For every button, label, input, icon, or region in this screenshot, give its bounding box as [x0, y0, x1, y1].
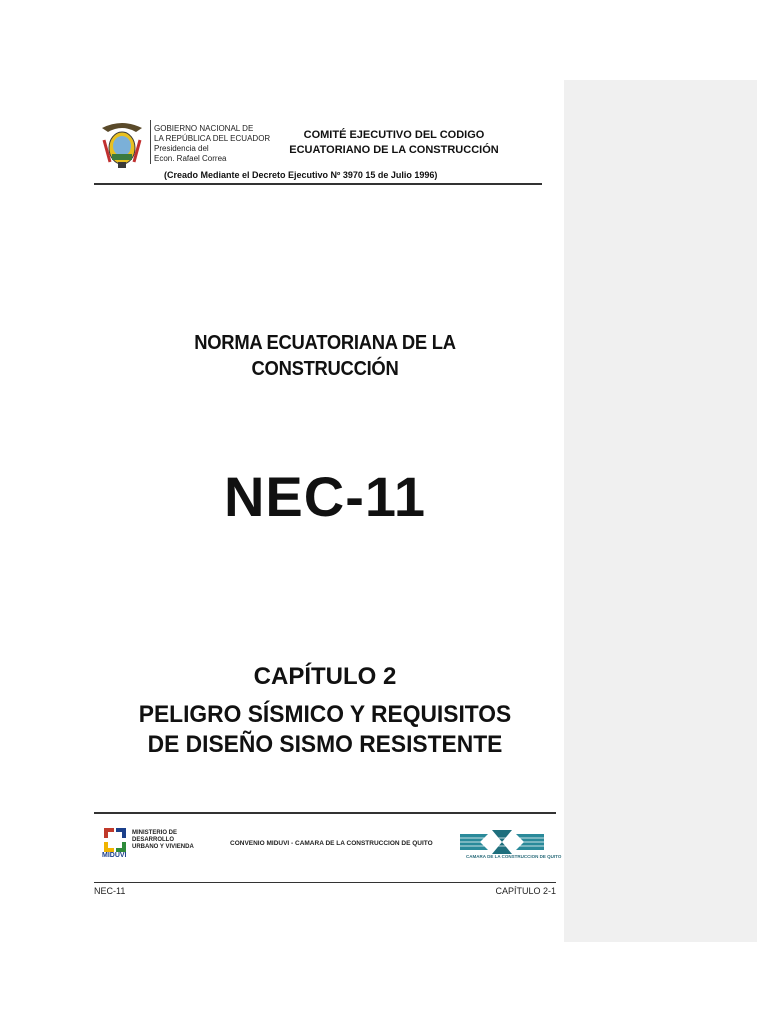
convenio-text: CONVENIO MIDUVI - CAMARA DE LA CONSTRUCCION DE QUITO [230, 840, 433, 847]
norma-line: CONSTRUCCIÓN [251, 358, 399, 380]
footer-banner [94, 812, 562, 872]
miduvi-wordmark: MIDUVI [102, 852, 127, 859]
camara-text: CAMARA DE LA CONSTRUCCION DE QUITO [466, 854, 562, 859]
norma-title [118, 330, 532, 382]
chapter-title-line: PELIGRO SÍSMICO Y REQUISITOS [138, 701, 512, 728]
ministry-line: DESARROLLO [132, 837, 174, 843]
ecuador-coat-of-arms-icon [98, 118, 146, 170]
gov-line: Econ. Rafael Correa [154, 154, 227, 163]
header-rule [94, 183, 542, 185]
ministry-line: MINISTERIO DE [132, 830, 178, 836]
header-separator [150, 120, 151, 164]
ministry-text [132, 830, 194, 851]
comment-margin-pane [564, 80, 757, 942]
government-text [154, 124, 270, 164]
code-title: NEC-11 [223, 465, 427, 528]
committee-line: COMITÉ EJECUTIVO DEL CODIGO [303, 129, 485, 141]
document-header [94, 114, 542, 186]
chapter-number: CAPÍTULO 2 [253, 663, 397, 690]
miduvi-logo-icon [102, 826, 128, 854]
gov-line: Presidencia del [154, 144, 209, 153]
committee-title [274, 128, 514, 158]
chapter-title-line: DE DISEÑO SISMO RESISTENTE [147, 731, 503, 758]
footer-left: NEC-11 [94, 886, 126, 896]
norma-line: NORMA ECUATORIANA DE LA [194, 332, 456, 354]
ministry-line: URBANO Y VIVIENDA [132, 844, 194, 850]
chapter-title [102, 700, 549, 760]
camara-logo-icon [458, 826, 548, 856]
decree-text: (Creado Mediante el Decreto Ejecutivo Nº 3970 15 de Julio 1996) [164, 170, 438, 180]
gov-line: LA REPÚBLICA DEL ECUADOR [154, 134, 271, 143]
committee-line: ECUATORIANO DE LA CONSTRUCCIÓN [289, 144, 499, 156]
page-footer-rule [94, 882, 556, 883]
gov-line: GOBIERNO NACIONAL DE [154, 124, 254, 133]
footer-right: CAPÍTULO 2-1 [495, 886, 556, 896]
banner-rule [94, 812, 556, 814]
